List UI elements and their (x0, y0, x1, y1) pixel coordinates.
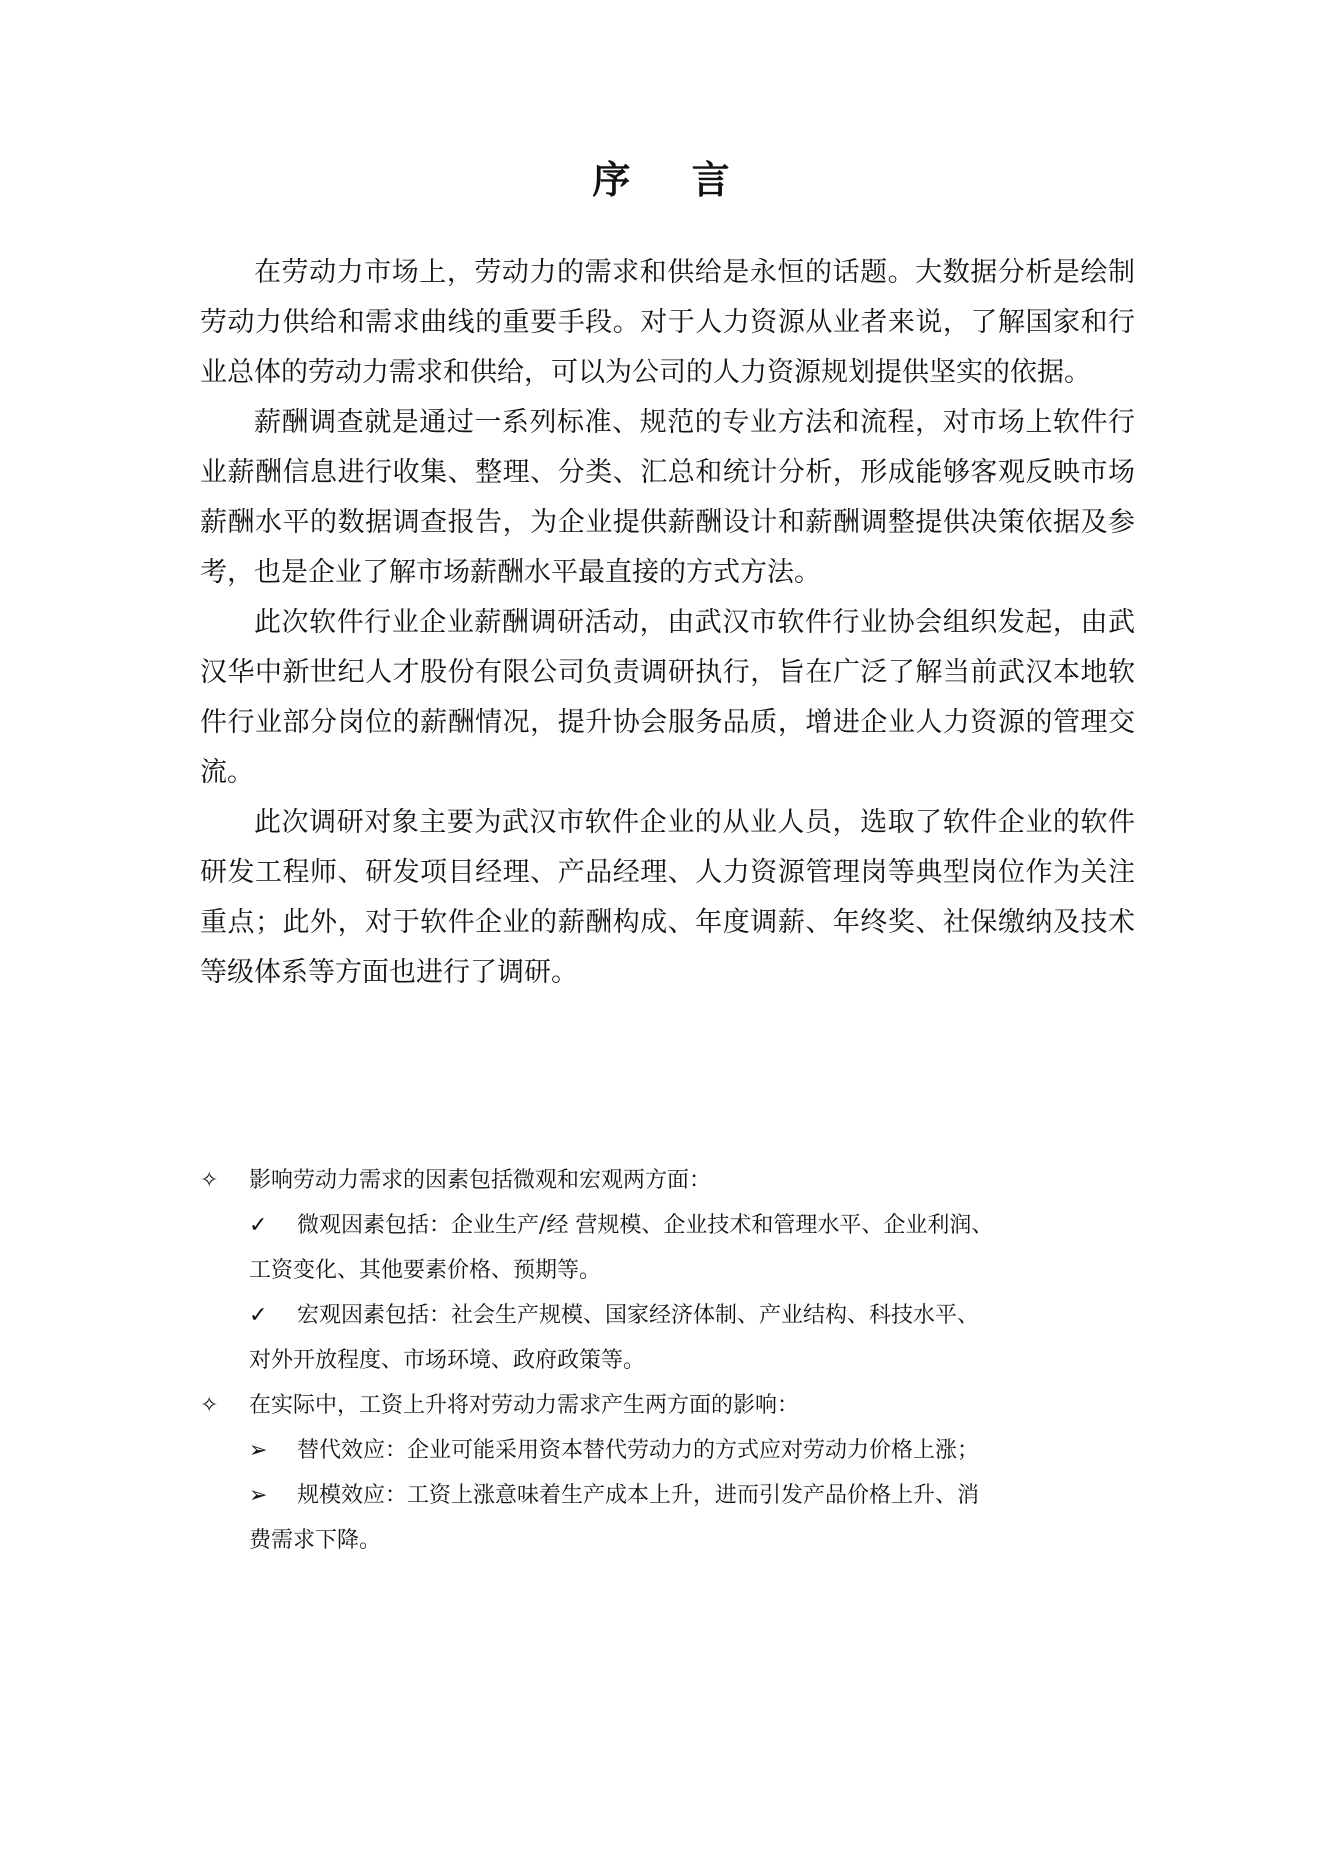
list-item (200, 1158, 1135, 1203)
paragraph: 此次软件行业企业薪酬调研活动，由武汉市软件行业协会组织发起，由武汉华中新世纪人才股份有限公司负责调研执行，旨在广泛了解当前武汉本地软件行业部分岗位的薪酬情况，提升协会服务品质，增进企业人力资源的管理交流。 (200, 607, 1135, 788)
diamond-bullet-icon: ✧ (200, 1393, 219, 1418)
checkmark-bullet-icon: ✓ (249, 1213, 268, 1238)
sub-list-item-text: 宏观因素包括：社会生产规模、国家经济体制、产业结构、科技水平、 (297, 1303, 980, 1328)
list-item-text: 在实际中，工资上升将对劳动力需求产生两方面的影响： (249, 1393, 800, 1418)
diamond-bullet-icon: ✧ (200, 1168, 219, 1193)
sub-list-item (249, 1293, 1135, 1383)
notes-list (200, 1158, 1135, 1563)
sub-list-item-text-continued: 工资变化、其他要素价格、预期等。 (249, 1258, 602, 1283)
sub-list-item (249, 1203, 1135, 1293)
preface-body (200, 248, 1135, 998)
sub-list-item (249, 1428, 1135, 1473)
arrow-bullet-icon: ➢ (249, 1438, 268, 1463)
sub-list (200, 1428, 1135, 1563)
sub-list-item-text-continued: 对外开放程度、市场环境、政府政策等。 (249, 1348, 646, 1373)
paragraph: 此次调研对象主要为武汉市软件企业的从业人员，选取了软件企业的软件研发工程师、研发项目经理、产品经理、人力资源管理岗等典型岗位作为关注重点；此外，对于软件企业的薪酬构成、年度调薪、年终奖、社保缴纳及技术等级体系等方面也进行了调研。 (200, 807, 1135, 988)
sub-list-item-text: 替代效应：企业可能采用资本替代劳动力的方式应对劳动力价格上涨； (297, 1438, 980, 1463)
sub-list (200, 1203, 1135, 1383)
sub-list-item-text: 规模效应：工资上涨意味着生产成本上升，进而引发产品价格上升、消 (297, 1483, 980, 1508)
checkmark-bullet-icon: ✓ (249, 1303, 268, 1328)
list-item (200, 1383, 1135, 1428)
sub-list-item (249, 1473, 1135, 1563)
sub-list-item-text: 微观因素包括：企业生产/经 营规模、企业技术和管理水平、企业利润、 (297, 1213, 994, 1238)
paragraph: 薪酬调查就是通过一系列标准、规范的专业方法和流程，对市场上软件行业薪酬信息进行收集、整理、分类、汇总和统计分析，形成能够客观反映市场薪酬水平的数据调查报告，为企业提供薪酬设计和薪酬调整提供决策依据及参考，也是企业了解市场薪酬水平最直接的方式方法。 (200, 407, 1135, 588)
list-item-text: 影响劳动力需求的因素包括微观和宏观两方面： (249, 1168, 712, 1193)
paragraph: 在劳动力市场上，劳动力的需求和供给是永恒的话题。大数据分析是绘制劳动力供给和需求曲线的重要手段。对于人力资源从业者来说，了解国家和行业总体的劳动力需求和供给，可以为公司的人力资源规划提供坚实的依据。 (200, 257, 1135, 388)
sub-list-item-text-continued: 费需求下降。 (249, 1528, 382, 1553)
arrow-bullet-icon: ➢ (249, 1483, 268, 1508)
page-title: 序 言 (592, 158, 754, 202)
